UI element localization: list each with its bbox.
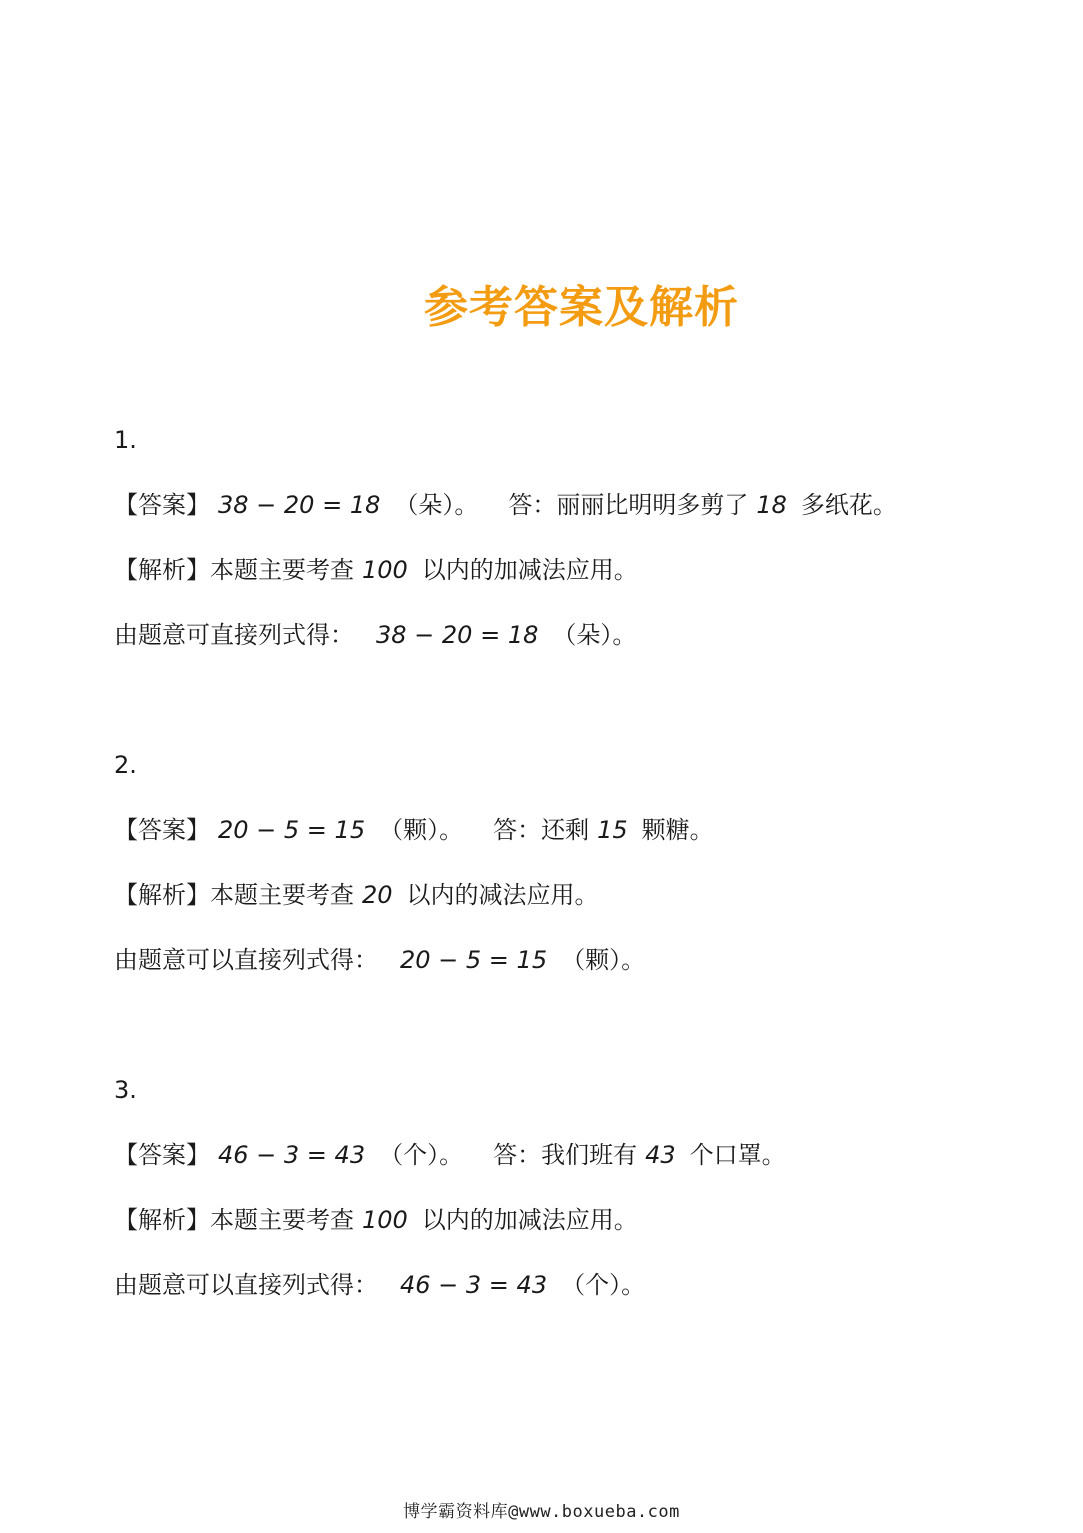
question-number: 3. <box>114 1076 137 1104</box>
answer-text-end: 个口罩。 <box>689 1141 786 1169</box>
answer-text-end: 多纸花。 <box>800 491 897 519</box>
answer-line <box>114 488 897 522</box>
derivation-unit: （朵）。 <box>552 621 637 649</box>
derivation-text: 由题意可直接列式得： <box>114 621 354 649</box>
answer-number: 43 <box>645 1141 676 1169</box>
derivation-text: 由题意可以直接列式得： <box>114 946 378 974</box>
answer-number: 15 <box>597 816 628 844</box>
answer-tag: 【答案】 <box>114 816 210 844</box>
answer-text: 答：我们班有 <box>493 1141 638 1169</box>
derivation-line <box>114 943 645 977</box>
derivation-unit: （个）。 <box>561 1271 646 1299</box>
analysis-text-end: 以内的加减法应用。 <box>421 1206 638 1234</box>
answer-line <box>114 1138 786 1172</box>
answer-text: 答：丽丽比明明多剪了 <box>508 491 749 519</box>
answer-unit: （朵）。 <box>394 491 479 519</box>
answer-unit: （颗）。 <box>379 816 464 844</box>
answer-tag: 【答案】 <box>114 491 210 519</box>
analysis-text-end: 以内的加减法应用。 <box>421 556 638 584</box>
derivation-unit: （颗）。 <box>561 946 646 974</box>
page-title: 参考答案及解析 <box>424 282 739 333</box>
answer-equation: 38 − 20 = 18 <box>218 491 381 519</box>
analysis-text: 本题主要考查 <box>210 881 354 909</box>
question-number: 1. <box>114 426 137 454</box>
derivation-equation: 20 − 5 = 15 <box>400 946 548 974</box>
analysis-text: 本题主要考查 <box>210 556 354 584</box>
analysis-tag: 【解析】 <box>114 1206 210 1234</box>
analysis-text: 本题主要考查 <box>210 1206 354 1234</box>
answer-line <box>114 813 714 847</box>
derivation-line <box>114 1268 645 1302</box>
analysis-tag: 【解析】 <box>114 881 210 909</box>
analysis-number: 100 <box>362 556 408 584</box>
analysis-number: 100 <box>362 1206 408 1234</box>
answer-text-end: 颗糖。 <box>641 816 714 844</box>
answer-tag: 【答案】 <box>114 1141 210 1169</box>
analysis-number: 20 <box>362 881 393 909</box>
analysis-line <box>114 1203 638 1237</box>
derivation-line <box>114 618 636 652</box>
derivation-text: 由题意可以直接列式得： <box>114 1271 378 1299</box>
answer-unit: （个）。 <box>379 1141 464 1169</box>
question-number: 2. <box>114 751 137 779</box>
answer-number: 18 <box>756 491 787 519</box>
derivation-equation: 38 − 20 = 18 <box>376 621 539 649</box>
answer-equation: 20 − 5 = 15 <box>218 816 366 844</box>
derivation-equation: 46 − 3 = 43 <box>400 1271 548 1299</box>
analysis-line <box>114 553 638 587</box>
answer-equation: 46 − 3 = 43 <box>218 1141 366 1169</box>
analysis-text-end: 以内的减法应用。 <box>406 881 599 909</box>
answer-text: 答：还剩 <box>493 816 590 844</box>
footer-watermark: 博学霸资料库@www.boxueba.com <box>403 1502 680 1522</box>
analysis-tag: 【解析】 <box>114 556 210 584</box>
analysis-line <box>114 878 599 912</box>
